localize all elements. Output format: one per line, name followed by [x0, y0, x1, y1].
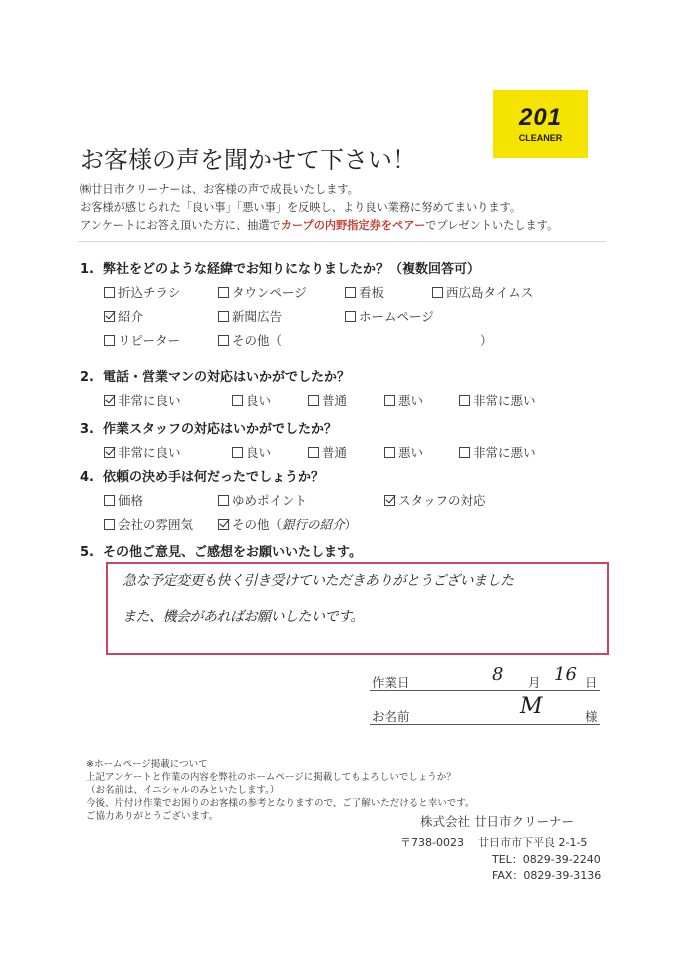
q1-option-newspaper[interactable] [218, 307, 282, 325]
option-label: 新聞広告 [232, 309, 283, 324]
option-label: 非常に良い [118, 393, 181, 408]
note-line-4: 今後、片付け作業でお困りのお客様の参考となりますので、ご了解いただけると幸いです。 [86, 798, 475, 809]
q2-option-average[interactable] [308, 391, 347, 409]
option-label: 西広島タイムス [446, 285, 534, 300]
q1-option-signboard[interactable] [345, 283, 384, 301]
q4-option-atmosphere[interactable] [104, 515, 193, 533]
question-5 [80, 541, 362, 560]
checkbox-checked[interactable] [104, 311, 115, 322]
name-suffix: 様 [585, 709, 598, 724]
intro-line-2: お客様が感じられた「良い事」「悪い事」を反映し、より良い業務に努めてまいります。 [80, 201, 522, 214]
option-label: リピーター [118, 333, 181, 348]
checkbox-checked[interactable] [384, 495, 395, 506]
checkbox[interactable] [232, 447, 243, 458]
q3-option-good[interactable] [232, 443, 271, 461]
logo-subtitle: CLEANER [518, 133, 563, 143]
work-date-month-value: 8 [492, 664, 504, 685]
option-label: その他（ [232, 517, 283, 532]
note-line-3: （お名前は、イニシャルのみといたします。） [86, 785, 280, 796]
q2-option-very-bad[interactable] [459, 391, 536, 409]
intro-line-3-pre: アンケートにお答え頂いた方に、抽選で [80, 219, 281, 232]
checkbox[interactable] [232, 395, 243, 406]
question-2-number: 2. [80, 370, 94, 385]
checkbox-checked[interactable] [104, 395, 115, 406]
q3-option-average[interactable] [308, 443, 347, 461]
q2-option-bad[interactable] [384, 391, 423, 409]
q4-option-other[interactable] [218, 515, 357, 533]
question-1-number: 1. [80, 262, 94, 277]
question-3-number: 3. [80, 422, 94, 437]
question-2-text: 電話・営業マンの対応はいかがでしたか？ [103, 370, 351, 385]
question-5-text: その他ご意見、ご感想をお願いいたします。 [103, 545, 363, 560]
checkbox-checked[interactable] [218, 519, 229, 530]
q1-option-nishihiroshima-times[interactable] [432, 283, 533, 301]
option-label: 良い [246, 393, 272, 408]
work-date-underline [370, 690, 600, 691]
q1-option-townpage[interactable] [218, 283, 307, 301]
option-label: 非常に良い [118, 445, 181, 460]
q2-option-very-good[interactable] [104, 391, 181, 409]
option-label: 悪い [398, 445, 424, 460]
checkbox-checked[interactable] [104, 447, 115, 458]
option-label: 非常に悪い [473, 393, 536, 408]
checkbox[interactable] [218, 287, 229, 298]
q4-other-close-paren: ） [344, 517, 358, 532]
q3-option-very-good[interactable] [104, 443, 181, 461]
comment-line-2: また、機会があればお願いしたいです。 [122, 609, 364, 625]
logo-number: 201 [518, 104, 563, 131]
checkbox[interactable] [308, 447, 319, 458]
option-label: 紹介 [118, 309, 144, 324]
comment-line-1: 急な予定変更も快く引き受けていただきありがとうございました [122, 573, 514, 589]
work-date-day-unit: 日 [585, 675, 598, 690]
checkbox[interactable] [104, 287, 115, 298]
q2-option-good[interactable] [232, 391, 271, 409]
company-postal: 〒738-0023 [400, 836, 464, 849]
question-4-number: 4. [80, 470, 94, 485]
option-label: 悪い [398, 393, 424, 408]
work-date-label: 作業日 [372, 675, 410, 690]
question-4-text: 依頼の決め手は何だったでしょうか？ [103, 470, 325, 485]
option-label: 非常に悪い [473, 445, 536, 460]
option-label: 会社の雰囲気 [118, 517, 194, 532]
work-date-day-value: 16 [554, 664, 577, 685]
checkbox[interactable] [104, 519, 115, 530]
q1-option-flyer[interactable] [104, 283, 181, 301]
option-label: スタッフの対応 [398, 493, 486, 508]
checkbox[interactable] [308, 395, 319, 406]
q4-option-staff[interactable] [384, 491, 486, 509]
checkbox[interactable] [384, 447, 395, 458]
option-label: 看板 [359, 285, 385, 300]
name-label: お名前 [372, 709, 410, 724]
page-title: お客様の声を聞かせて下さい！ [80, 146, 416, 174]
q4-option-price[interactable] [104, 491, 143, 509]
checkbox[interactable] [459, 447, 470, 458]
option-label: ゆめポイント [232, 493, 308, 508]
note-line-1: ※ホームページ掲載について [86, 759, 208, 770]
checkbox[interactable] [345, 311, 356, 322]
company-logo [493, 90, 588, 158]
name-value: M [520, 694, 543, 719]
note-line-5: ご協力ありがとうございます。 [86, 811, 219, 822]
question-5-number: 5. [80, 545, 94, 560]
question-3-text: 作業スタッフの対応はいかがでしたか？ [103, 422, 338, 437]
checkbox[interactable] [104, 335, 115, 346]
q4-other-handwritten: 銀行の紹介 [282, 517, 345, 532]
company-address: 廿日市市下平良 2-1-5 [478, 836, 588, 849]
note-line-2: 上記アンケートと作業の内容を弊社のホームページに掲載してもよろしいでしょうか？ [86, 772, 456, 783]
q3-option-bad[interactable] [384, 443, 423, 461]
work-date-month-unit: 月 [528, 675, 541, 690]
question-2 [80, 366, 350, 385]
intro-line-3 [80, 217, 558, 233]
option-label: タウンページ [232, 285, 307, 300]
intro-line-3-post: でプレゼントいたします。 [425, 219, 559, 232]
checkbox[interactable] [218, 495, 229, 506]
checkbox[interactable] [459, 395, 470, 406]
option-label: 普通 [322, 393, 348, 408]
company-name: 株式会社 廿日市クリーナー [420, 814, 574, 829]
checkbox[interactable] [218, 311, 229, 322]
question-1 [80, 258, 480, 277]
checkbox[interactable] [345, 287, 356, 298]
q1-other-close-paren: ） [480, 333, 493, 348]
q1-option-repeater[interactable] [104, 331, 180, 349]
option-label: 折込チラシ [118, 285, 181, 300]
checkbox[interactable] [218, 335, 229, 346]
checkbox[interactable] [104, 495, 115, 506]
option-label: 普通 [322, 445, 348, 460]
name-underline [370, 724, 600, 725]
company-tel: TEL：0829-39-2240 [492, 853, 601, 866]
question-3 [80, 418, 337, 437]
intro-line-1: ㈱廿日市クリーナーは、お客様の声で成長いたします。 [80, 183, 359, 196]
q1-option-homepage[interactable] [345, 307, 434, 325]
option-label: 価格 [118, 493, 144, 508]
question-4 [80, 466, 324, 485]
intro-prize-highlight: カープの内野指定券をペアー [280, 219, 426, 232]
checkbox[interactable] [432, 287, 443, 298]
option-label: ホームページ [359, 309, 434, 324]
divider [78, 241, 606, 242]
option-label: 良い [246, 445, 272, 460]
comment-box[interactable] [106, 562, 609, 655]
company-fax: FAX：0829-39-3136 [492, 869, 602, 882]
q3-option-very-bad[interactable] [459, 443, 536, 461]
option-label: その他（ [232, 333, 283, 348]
q1-option-referral[interactable] [104, 307, 143, 325]
checkbox[interactable] [384, 395, 395, 406]
question-1-text: 弊社をどのような経緯でお知りになりましたか？（複数回答可） [103, 262, 481, 277]
q4-option-yume-point[interactable] [218, 491, 307, 509]
q1-option-other[interactable] [218, 331, 282, 349]
